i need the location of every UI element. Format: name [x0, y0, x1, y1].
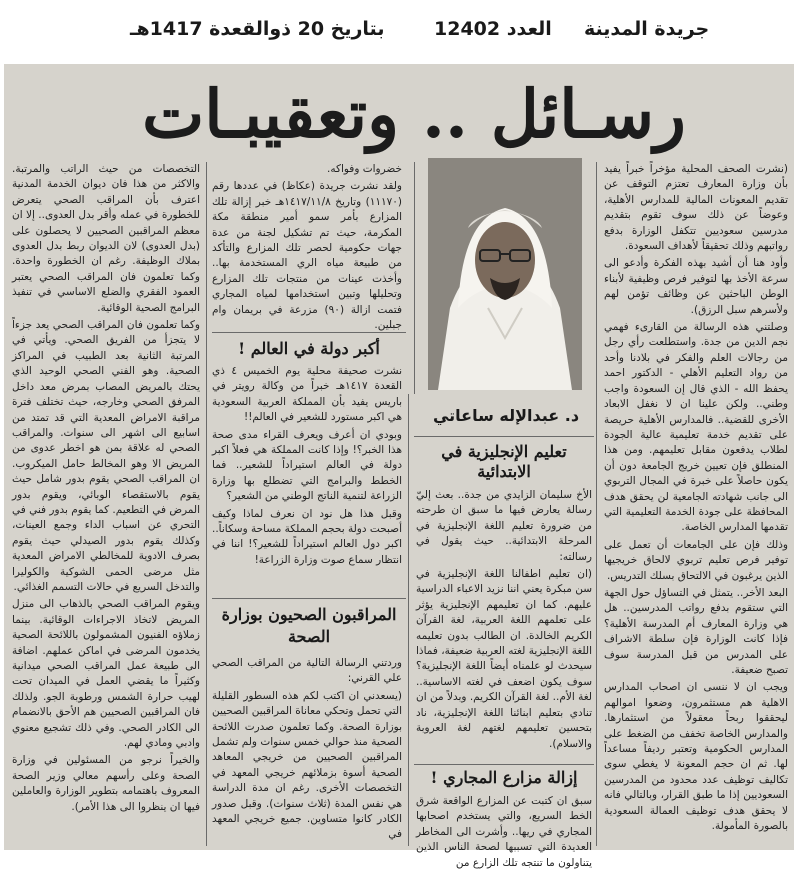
header-date: بتاريخ 20 ذوالقعدة 1417هـ [130, 18, 385, 40]
article-title: رسـائل .. وتعقيبـات [142, 75, 686, 153]
section-rule [212, 598, 406, 599]
column-right [604, 162, 788, 846]
paragraph: نشرت صحيفة محلية يوم الخميس ٤ ذي القعدة ١٤١٧هـ خبراً من وكالة رويتر في باريس يفيد بأن المملكة العربية السعودية هي اكبر مستورد للشعير في العالم!! [212, 365, 403, 424]
section-rule [212, 332, 406, 333]
paragraph: ويجب ان لا ننسى ان اصحاب المدارس الاهلية هم مستثمرون، وضعوا اموالهم ليحققوا ربحاً معقولاً من استثمارها. والمدارس الخاصة تخفف من الضغط على المدارس الحكومية وتعتبر رديفاً مساعداً لها. ثم ان حجم المعونة لا يغطي سوى تكاليف توظيف عدد محدود من المدرسين السعوديين إذا ما طبق القرار، وبالتالي فانه لا يحقق هدف توظيف العمالة السعودية بالصورة المأمولة. [604, 681, 788, 833]
heading-largest-country: أكبر دولة في العالم ! [238, 339, 380, 358]
paragraph: والخيراً نرجو من المسئولين في وزارة الصحة وعلى رأسهم معالي وزير الصحة المعروف باهتمامه بتطوير الوزارة والعاملين فيها ان ينظروا الى هذا الأمر). [12, 754, 200, 813]
paragraph: الأخ سليمان الزايدي من جدة.. بعث إليّ رسالة يعارض فيها ما سبق ان طرحته من ضرورة تعليم اللغة الإنجليزية في المرحلة الابتدائية.. حيث يقول في رسالته: [416, 489, 592, 563]
paragraph: ويقوم المراقب الصحي بالذهاب الى منزل المريض لاتخاذ الاجراءات الوقائية. بينما زملاؤه الفنيون المشمولون باللائحة الصحية يخدمون المرضى في اماكن عملهم. اضافة الى طبيعة عمل المراقب الصحي ميدانية وكثيراً ما يقضي العمل في الميدان تحت لهيب حرارة الشمس ورطوبة الجو. ولذلك فان المراقبين الصحيين هم الأحق بالانضمام الى الكادر الصحي. وفي ذلك تشجيع معنوي وادبي ومادي لهم. [12, 598, 200, 750]
section-rule [414, 764, 594, 765]
paragraph: وردتني الرسالة التالية من المراقب الصحي علي القرني: [212, 657, 402, 685]
newspaper-page [4, 64, 794, 869]
header-paper: جريدة المدينة [584, 18, 710, 40]
paragraph: وكما تعلمون فان المراقب الصحي يعد جزءاً لا يتجزأ من الفريق الصحي. ويأتي في المرتبة الثانية بعد الطبيب في المراكز الصحية. وهو الفني الصحي الوحيد الذي يحتك بالمريض المصاب بمرض معد داخل المرفق الصحي وخارجه، حيث تختلف فترة مراقبة الامراض المعدية التي قد تمتد من اسابيع الى اشهر الى سنوات. والمراقب الصحي له علاقة بمن هو اخطر عدوى من المريض الا وهو المخالط حامل الميكروب. ان المراقب الصحي يقوم بدور شامل حيث يقوم بالاستقصاء الوبائي، ويقوم بدور المرض في التطعيم. كما يقوم بدور فني في التحري عن اسباب الداء وجمع العينات، وكذلك يقوم بدور الصيدلي حيث يقوم بصرف الادوية للمخالطي الامراض المعدية مثل مرضى الحمى الشوكية والكوليرا والتدخل السريع في حالات التسمم الغذائي. [12, 319, 200, 593]
column-center-english [416, 488, 592, 758]
column-rule [206, 162, 207, 846]
paragraph: وذلك فإن على الجامعات أن تعمل على توفير فرص تعليم تربوي لالحاق خريجيها الذين يرغبون في الالتحاق بسلك التدريس. [604, 538, 788, 582]
paragraph: وأود هنا أن أشيد بهذه الفكرة وأدعو الى سرعة الأخذ بها لتوفير فرص وظيفية لأبناء الوطن الباحثين عن وظائف تؤمن لهم ولأسرهم سبل الرزق). [604, 257, 788, 316]
paragraph: سبق ان كتبت عن المزارع الواقعة شرق الخط السريع، والتي يستخدم اصحابها المجاري في ريها.. وأشرت الى المخاطر العديدة التي تسببها لصحة الناس الذين يتناولون ما تنتجه تلك الزارع من [416, 795, 592, 869]
column-mid-barley [212, 364, 402, 596]
paragraph: وصلتني هذه الرسالة من القارىء فهمي نجم الدين من جدة. واستطلعت رأي رجل من رجالات العلم والفكر في بلادنا وأحد من رواد التعليم الأهلي - الدكتور احمد يحفظ الله - الذي قال إن السعودة واجب وطني.. ولكن علينا ان لا نغفل الابعاد الأخرى للقضية.. فالمدارس الأهلية حريصة على تقديم خدمة تعليمية عالية الجودة لطلاب يدفعون مقابل تعليمهم. ومن هذا المنطلق فإن تعيين خريج الجامعة دون أن يكون حاصلاً على خبرة في المجال التربوي الى جانب شهادته الجامعية لن يحقق هدف المحافظة على جودة الخدمة التعليمية التي تقدمها المدارس الخاصة. [604, 321, 788, 534]
heading-sewage-farms: إزالة مزارع المجاري ! [430, 768, 578, 787]
column-center-sewage [416, 794, 592, 869]
column-rule [596, 162, 597, 846]
column-mid-top [212, 162, 402, 332]
paragraph: وقبل هذا هل نود ان نعرف لماذا وكيف أصبحت دولة بحجم المملكة مساحة وسكاناً.. اكبر دول العالم استيراداً للشعير؟! اننا في انتظار سماع صوت وزارة الزراعة! [212, 507, 402, 566]
column-mid-inspectors [212, 656, 402, 846]
author-name: د. عبدالإله ساعاتي [432, 406, 580, 425]
column-rule [414, 162, 415, 394]
paragraph: (نشرت الصحف المحلية مؤخراً خبراً يفيد بأن وزارة المعارف تعتزم التوقف عن تقديم المعونات المالية للمدارس الأهلية، وعوضاً عن ذلك سوف تقوم بتقديم مدرسين سعوديين تتكفل الوزارة بدفع رواتبهم وذلك تحقيقاً لأهداف السعودة. [604, 163, 788, 253]
paragraph: (يسعدني ان اكتب لكم هذه السطور القليلة التي تحمل وتحكي معاناة المراقبين الصحيين بوزارة الصحة. وكما تعلمون صدرت اللائحة الصحية منذ حوالي خمس سنوات ولم تشمل المراقبين الصحيين من خريجي المعاهد الصحية أسوة بزملائهم خريجي المعهد في التخصصات الأخرى. رغم ان مدة الدراسة هي نفس المدة (ثلاث سنوات). وقبل صدور الكادر كانوا متساوين. جميع خريجي المعهد في [212, 689, 402, 841]
paragraph: البعد الأخر.. يتمثل في التساؤل حول الجهة التي ستقوم بدفع رواتب المدرسين.. هل هي وزارة المعارف أم المدرسة الأهلية؟ فإذا كانت الوزارة فإن سلطة الاشراف على المدرس من قبل المدرسة سوف تصبح ضعيفة. [604, 586, 788, 676]
paragraph: وبودي ان أعرف ويعرف القراء مدى صحة هذا الخبر؟! وإذا كانت المملكة هي فعلاً اكبر دولة في العالم استيراداً للشعير.. فما الخطط والبرامج التي تضطلع بها وزارة الزراعة لتنمية الناتج الوطني من الشعير؟ [212, 428, 402, 503]
paragraph: ولقد نشرت جريدة (عكاظ) في عددها رقم (١١١٧٠) وتاريخ ١٤١٧/١١/٨هـ خبر إزالة تلك المزارع بأمر سمو أمير منطقة مكة المكرمة، حيث تم تشكيل لجنة من عدة جهات حكومية لحصر تلك المزارع والتأكد من طبيعة مياه الري المستخدمة بها.. وأخذت عينات من منتجات تلك المزارع وتحليلها وتبين استخدامها لمياه المجاري فتمت ازالة (٩٠) مزرعة في بريمان وام جبلين. [212, 180, 402, 332]
paragraph: التخصصات من حيث الراتب والمرتبة. والاكثر من هذا فان ديوان الخدمة المدنية اعترف بأن المراقب الصحي يتعرض للخطورة في عمله وأقر بدل العدوى.. إلا ان معظم المراقبين الصحيين لا يحصلون على (بدل العدوى) لان الديوان ربط بدل العدوى بملاك الوظيفة. رغم ان الخطورة واحدة. وكما تعلمون فان المراقب الصحي يعتبر العمود الفقري والضلع الاساسي في تنفيذ البرامج الصحية الوقائية. [12, 163, 200, 314]
author-portrait-image [428, 158, 582, 390]
header-issue: العدد 12402 [434, 18, 552, 40]
column-left [12, 162, 200, 846]
section-rule [414, 436, 594, 437]
column-rule [408, 394, 409, 846]
heading-english-teaching: تعليم الإنجليزية في الابتدائية [441, 442, 567, 481]
author-photo [428, 158, 582, 390]
clipping-header [0, 0, 798, 62]
paragraph: خضروات وفواكه. [327, 163, 402, 175]
paragraph: (ان تعليم اطفالنا اللغة الإنجليزية في سن مبكرة يعني اننا نزيد الاعباء الدراسية عليهم. كما ان تعليمهم الإنجليزية يؤثر على تعلمهم اللغة العربية، لغة القرآن الكريم الخالدة. ان الطالب بدون تعليمه اللغة الإنجليزية لغته العربية ضعيفة، فماذا سيحدث لو علمناه أيضاً اللغة الإنجليزية؟ سوف يكون اضعف في لغته الاساسية.. لغة الأم.. لغة القرآن الكريم. وبدلاً من ان تنادي بتعليم ابنائنا اللغة الإنجليزية، ناد بتحسين تعليمهم لغتهم لغة العروبة والاسلام). [416, 568, 592, 750]
heading-health-inspectors: المراقبون الصحيون بوزارة الصحة [221, 605, 397, 646]
